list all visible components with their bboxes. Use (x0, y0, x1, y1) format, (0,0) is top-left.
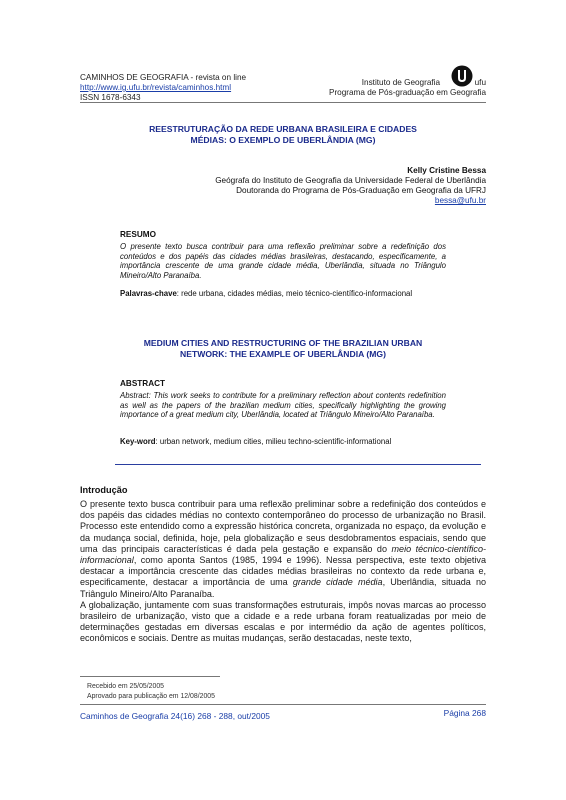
abstract-heading: ABSTRACT (120, 379, 166, 388)
journal-header (80, 73, 246, 103)
intro-paragraph-1: O presente texto busca contribuir para uma reflexão preliminar sobre a redefinição dos conteúdos e dos papéis das cidades médias no contexto contemporâneo do processo de urbanização no Brasil. Processo este entendido como a expressão histórica concreta, organizada no espaço, da evolução e da mudança social, definida, hoje, pela globalização e seus desdobramentos espaciais, sendo que uma das principais características é dada pela gestação e expansão do meio técnico-científico-informacional, como aponta Santos (1985, 1994 e 1996). Nessa perspectiva, este texto objetiva destacar a importância crescente das cidades médias brasileiras no contexto da rede urbana e, especificamente, destacar a importância de uma grande cidade média, Uberlândia, situada no Triângulo Mineiro/Alto Paranaíba. (80, 499, 487, 599)
journal-url-link[interactable]: http://www.ig.ufu.br/revista/caminhos.html (80, 83, 232, 92)
page-number: Página 268 (443, 708, 486, 718)
header-divider (80, 102, 486, 103)
footnote (87, 682, 215, 701)
author-email-link[interactable]: bessa@ufu.br (434, 196, 486, 205)
institute-name: Instituto de Geografia (361, 78, 441, 87)
resumo-heading: RESUMO (120, 230, 156, 239)
title-pt: REESTRUTURAÇÃO DA REDE URBANA BRASILEIRA E CIDADES MÉDIAS: O EXEMPLO DE UBERLÂNDIA (MG) (149, 124, 417, 145)
author-affiliation-2: Doutoranda do Programa de Pós-Graduação em Geografia da UFRJ (236, 186, 486, 195)
resumo-text: O presente texto busca contribuir para uma reflexão preliminar sobre a redefinição dos conteúdos e dos papéis das cidades médias brasileiras, destacando, especificamente, a importância crescente de uma grande cidade média, Uberlândia, situada no Triângulo Mineiro/Alto Paranaíba. (120, 242, 446, 280)
author-affiliation-1: Geógrafa do Instituto de Geografia da Universidade Federal de Uberlândia (215, 176, 486, 185)
footer-citation: Caminhos de Geografia 24(16) 268 - 288, out/2005 (80, 711, 270, 721)
author-block (215, 166, 486, 206)
journal-name: CAMINHOS DE GEOGRAFIA - revista on line (80, 73, 247, 82)
section-divider (115, 464, 481, 465)
intro-heading: Introdução (80, 485, 128, 495)
approved-date: Aprovado para publicação em 12/08/2005 (87, 692, 215, 700)
intro-paragraph-2: A globalização, juntamente com suas transformações estruturais, impôs novas marcas ao processo brasileiro de urbanização, visto que a cidade e a rede urbana foram reatualizadas por meio de determinações gestadas em diversas escalas e por intermédio da ação de agentes políticos, econômicos e sociais. Dentre as muitas mudanças, serão destacadas, neste texto, (80, 599, 486, 644)
footer-divider (80, 704, 486, 705)
university-abbrev: ufu (474, 78, 486, 87)
footnote-divider (80, 676, 220, 677)
title-en: MEDIUM CITIES AND RESTRUCTURING OF THE BRAZILIAN URBAN NETWORK: THE EXAMPLE OF UBERLÂNDIA (MG) (143, 338, 423, 359)
program-name: Programa de Pós-graduação em Geografia (328, 88, 486, 97)
abstract-text: Abstract: This work seeks to contribute for a preliminary reflection about contents redefinition as well as the papers of the brazilian medium cities, specifically highlighting the growing importance of a great medium city, Uberlândia, located at Triângulo Mineiro/Alto Paranaíba. (120, 391, 446, 420)
abstract-keywords: Key-word: urban network, medium cities, milieu techno-scientific-informational (120, 437, 392, 446)
institute-header (329, 78, 486, 98)
intro-body (80, 499, 486, 645)
issn: ISSN 1678-6343 (80, 93, 141, 102)
received-date: Recebido em 25/05/2005 (87, 683, 165, 690)
author-name: Kelly Cristine Bessa (407, 166, 486, 175)
resumo-keywords: Palavras-chave: rede urbana, cidades médias, meio técnico-científico-informacional (120, 289, 413, 298)
